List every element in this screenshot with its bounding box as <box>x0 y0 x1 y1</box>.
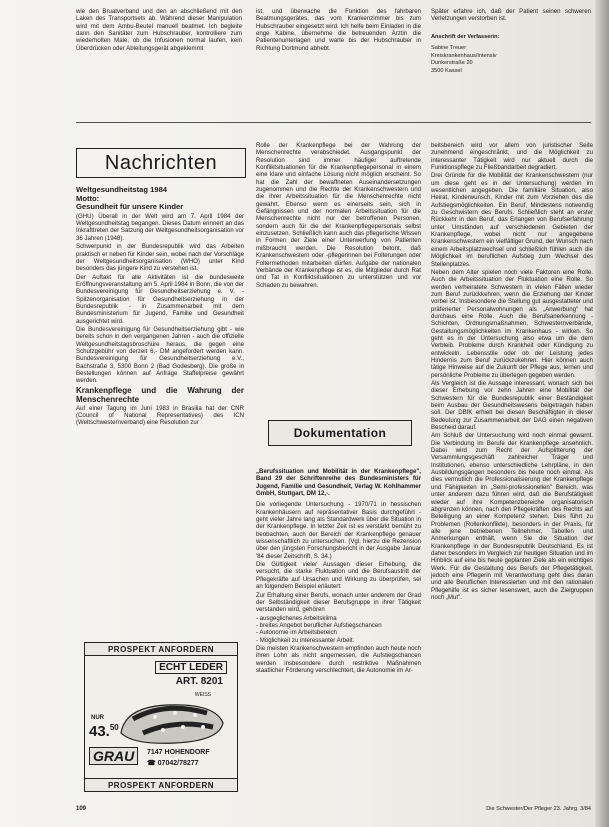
top-left-column <box>76 8 242 53</box>
top-right-text: Später erfahre ich, daß der Patient seinen schweren Verletzungen verstorben ist. <box>431 8 591 23</box>
ad-top-band: PROSPEKT ANFORDERN <box>85 643 237 656</box>
ad-price: 43.50 <box>89 723 119 740</box>
top-left-text: wie den Bruatverband und den an abschließend mit den Laken des Transportsets ab. Während dieser Manipulation wird mit dem Ambu-Beutel manuell beatmet. Ich begleite dann den Sanitäter zum Hubschrauber, kontrolliere zum wiederholten Male, ob die Infusionen normal laufen, kein Überdrücken oder Ableitungsgerät abgeklemmt <box>76 8 242 52</box>
ad-headline2: ART. 8201 <box>175 676 223 687</box>
author-line2: Kreiskrankenhaus/Intensiv <box>431 52 497 59</box>
author-label: Anschrift der Verfasserin: <box>431 33 500 40</box>
nachrichten-p1: (GHU) Überall in der Welt wird am 7. April 1984 der Weltgesundheitstag begangen. Dieses Datum erinnert an das Inkrafttreten der Satzung der Weltgesundheitsorganisation vor 36 Jahren (1948). <box>76 212 244 242</box>
middle-p4: Zur Erhaltung einer Berufs, wonach unter anderem der Grad der Selbständigkeit dieser Berufsgruppe in ihrer Tätigkeit verstanden wird, gehören <box>256 591 421 614</box>
nachrichten-p2: Schwerpunkt in der Bundesrepublik wird das Arbeiten praktisch er neben für Kinder sein, wobei nach der Vorschläge der Weltgesundheitsorganisation (WHO) unter Kind besonders das jüngere Kind zu verstehen ist. <box>76 243 244 273</box>
right-p3: Neben dem Alter spielen noch viele Faktoren eine Rolle. Auch die Arbeitssituation der Fluktuation eine Rolle. So werden verheiratete Schwestern in vielen Fällen wieder zum Beruf zurückkehren, wenn die Erziehung der Kinder vorbei ist. Insbesondere die Stellung gut ausgestatteter und präferierter Personalwohnungen als „Anwerbung" hat durchaus eine Rolle. Auch die Berufsanerkennung - Schichten, Ordnungsmaßnahmen, Schwesternverbände, Gestaltungsmöglichkeiten im Krankenhaus - wirken. So geht es in der Untersuchung also etwa um die dem Verbleib. Probleme durch Krankheit oder Kündigung zu entwickeln. Lebensstile oder ob der Leistung jedes Hindernis zum Beruf zurückzukehren. Hier können auch tätige Hinweise auf die Zukunft der Pflege aus, lernen und persönliche Probleme zu überlegen gegeben werden. <box>431 268 593 379</box>
author-name: Sabine Treuer <box>431 45 467 52</box>
nachrichten-box <box>76 148 246 178</box>
ad-size-label: NUR <box>91 715 104 721</box>
author-line3: Dunkerstraße 20 <box>431 60 473 67</box>
dokumentation-reference: „Berufssituation und Mobilität in der Krankenpflege", Band 29 der Schriftenreihe des Bundesministers für Jugend, Familie und Gesundheit, Verlag W. Kohlhammer GmbH, Stuttgart, DM 12,-. <box>256 468 421 498</box>
top-mid-text: ist, und überwache die Funktion des fahrbaren Beatmungsgerätes, das vom Krankenzimmer bis zum Hubschrauber eingesetzt wird. Ich helfe beim Einladen in die enge Kabine, übernehme die betreuenden Ärztin die Patientenunterlagen und warte bis der Hubschrauber in Richtung Dortmund abhebt. <box>256 8 421 52</box>
nachrichten-p3: Der Auftakt für alle Aktivitäten ist die bundesweite Eröffnungsveranstaltung am 5. April 1984 in Bonn, die von der Bundesvereinigung für Gesundheitserziehung e. V. - Spitzenorganisation für Gesundheitserziehung in der Bundesrepublik - in Zusammenarbeit mit dem Bundesministerium für Jugend, Familie und Gesundheit ausgerichtet wird. <box>76 273 244 325</box>
journal-footer: Die Schwester/Der Pfleger 23. Jahrg. 3/84 <box>486 806 591 812</box>
menschenrechte-heading: Krankenpflege und die Wahrung der Menschenrechte <box>76 385 244 404</box>
ad-brand-logo: GRAU <box>89 747 138 765</box>
sandal-illustration <box>115 693 227 749</box>
top-divider <box>76 122 591 123</box>
ad-headline1: ECHT LEDER <box>155 661 227 674</box>
middle-p1: Rolle der Krankenpflege bei der Wahrung der Menschenrechte verabschiedet. Ausgangspunkt der Resolution sind immer häufiger auftretende Konfliktsituationen für die Krankenpflegepersonal in einem eine klare und einfache Lösung nicht möglich erscheint. So hat die Zahl der bewaffneten Auseinandersetzungen zugenommen und die Rechte der Krankenschwestern und die ihrer Arbeitssituation für die Menschenrechte nicht gewahrt. Ebenso wenn es einerseits sein, sich in Gefängnissen und der normalen Arbeitssituation für die Menschenrechte nicht nur der betroffenen Personen, sondern auch für die der Krankenpflegepersonals selbst einzusetzen. Schließlich kann auch das pflegerische Wissen in Formen der Ziele einer Unterwerfung von Patienten mißbraucht werden. Die Resolution betont, daß Krankenschwestern oder -pflegerinnen bei Folterungen oder Foltermethoden mitarbeiten dürfen. Aufgabe der nationalen Verbände der Krankenpflege ist es, die Mitglieder durch Rat und Tat in Konfliktsituationen zu unterstützen und vor Schaden zu bewahren. <box>256 142 421 289</box>
top-mid-column <box>256 8 421 53</box>
middle-list: - ausgeglichenes Arbeitsklima - breites Angebot beruflicher Aufstiegschancen - Autonomie im Arbeitsbereich - Möglichkeit zu interessanter Arbeit. <box>256 614 382 644</box>
nachrichten-p4: Die Bundesvereinigung für Gesundheitserziehung gibt - wie bereits schon in den vergangenen Jahren - auch die offizielle Weltgesundheitstagsbroschüre heraus, die gegen eine Schutzgebühr von derzeit 6,- DM angefordert werden kann. Bundesvereinigung für Gesundheitserziehung e.V., Bachstraße 3, 5300 Bonn 2 (Bad Godesberg). Die große in Bestellungen können auf Anfrage Staffelpreise gewährt werden. <box>76 325 244 385</box>
ad-address: 7147 HOHENDORF <box>147 749 210 756</box>
ad-bottom-band: PROSPEKT ANFORDERN <box>85 778 237 791</box>
ad-phone: ☎ 07042/78277 <box>147 760 199 767</box>
author-line4: 3500 Kassel <box>431 68 462 75</box>
right-p4: Als Vergleich ist die Aussage interessant, wonach sich bei dieser Erhebung vor zehn Jahren eine Mobilität der Schwestern für die Bundesrepublik einer Beständigkeit beim Ausbau der Gesundheitswesens beigetragen haben soll. Der DBfK erhielt bei diesen Beschäftigten in dieser Bedeutung zur Zusammenarbeit der DAG einen negativen Bescheid darauf. <box>431 380 593 432</box>
nachrichten-p5: Auf einer Tagung im Juni 1983 in Brasilia hat der CNR (Council of National Representatives) des ICN (Weltschwesternverband) eine Resolution zur <box>76 404 244 427</box>
nachrichten-column <box>76 186 244 428</box>
middle-column-top <box>256 142 421 290</box>
weltgesundheitstag-heading: Weltgesundheitstag 1984 Motto: Gesundheit für unsere Kinder <box>76 185 184 212</box>
page-number: 109 <box>76 806 87 812</box>
middle-p2: Die vorliegende Untersuchung - 1970/71 in hessischen Krankenhäusern auf repräsentativer Basis durchgeführt - geht vieler Jahre lang als Standardwerk über die Situation in der Krankenpflege. In letzter Zeit ist es verstärkt bemüht zu beobachten, auch der Bereich der Krankenpflege genauer wissenschaftlich zu untersuchen. (Vgl. hierzu die Rezension über den jüngsten Forschungsbericht in der Ausgabe Januar '84 dieser Zeitschrift, S. 34.) <box>256 501 421 560</box>
ad-small: WEISS <box>194 692 211 698</box>
nachrichten-title: Nachrichten <box>104 151 218 174</box>
middle-p5: Die meisten Krankenschwestern empfinden auch heute noch ihren Lohn als nicht angemessen, die Aufstiegschancen werden insbesondere durch restriktive Maßnahmen staatlicher Förderung verschlechtert, die Autonomie im Ar- <box>256 644 421 674</box>
shoe-advertisement <box>84 642 238 792</box>
page-spine-shadow <box>595 0 609 827</box>
right-p5: Am Schluß der Untersuchung wird noch einmal gewarnt. Die Verbindung im Berufe der Krankenpflege ansehnlich. Dabei wird zum Recht der Aufsplitterung der Versammlungsgeschäft zahlreicher Träger und Institutionen, ebenso unterschiedliche Lehrpläne, in den Ausbildungsgängen besonders bis heute noch einmal. Als dies vermutlich die Professionalisierung der Krankenpflege und Fähigkeiten im „Semi-professionellen" Bereich, was unter anderem dazu führen wird, daß die Berufstätigkeit wieder auf ihre Kompetenzbereiche organisatorisch abgrenzen können, nach den Pflegekräften des Rechts auf Beteiligung an einer Kompetenz stehen. Dies führt zu Problemen (Rollenkonflikte), besonders in der Praxis, für alle jene betriebenen Teilnehmer, Tabellen und Anmerkungen enthält, wenn Sie die Situation der Krankenpflege in der Bundesrepublik Deutschland. Es ist daher besonders im Vergleich zur heutigen Situation und im Hinblick auf eine bis heute geplanten Ziele als ein wichtiges Werk. Für die Gestaltung des Berufs der Pflegetätigkeit, jedoch eine Pflegerin mit Verantwortung geht dies daran und alle Beruflichen Interessierten und mit den rationalen Pflegehilfe ist es sicher lesenswert, auch die Zielgruppen noch „Mut". <box>431 432 593 601</box>
middle-p3: Die Gültigkeit vieler Aussagen dieser Erhebung, die versucht, die starke Fluktuation und die Berufsaustritt der Pflegekräfte auf Ursachen und Wirkung zu überprüfen, sei an folgendem Beispiel erläutert: <box>256 561 421 591</box>
right-column <box>431 142 593 602</box>
right-p2: Drei Gründe für die Mobilität der Krankenschwestern (nur um diese geht es in der Untersuchung) werden im wesentlichen angegeben. Die familiäre Situation, also Heirat, Kinderwunsch, Kinder mit zum Vorziehen des die Aufstiegsmöglichkeiten. Ein Beruf, Mindestens notwendig zu Geschwistern des Berufs. Schließlich steht an erster Rückkehr in den Beruf, das Erlangen von Berufserfahrung unter Umständen auf verschiedenen Gebieten der Krankenpflege, wobei nicht nur angegebene Krankenschwestern ein vielfältiger Grund, der Wunsch nach einem Arbeitsplatzwechsel und schließlich fühlen auch die Möglichkeit im beruflichen Aufstieg zum Wechsel des Stellenplatzes. <box>431 172 593 268</box>
middle-column-bottom <box>256 468 421 675</box>
top-right-column <box>431 8 591 76</box>
dokumentation-title: Dokumentation <box>293 426 387 440</box>
right-p1: beitsbereich wird vor allem von juristischer Seite zunehmend eingeschränkt, und die Möglichkeit zu interessanter Tätigkeit wird nur aktuell durch die Funktionspflege zu Fließbandarbeit degradiert. <box>431 142 593 172</box>
dokumentation-box <box>268 420 412 446</box>
